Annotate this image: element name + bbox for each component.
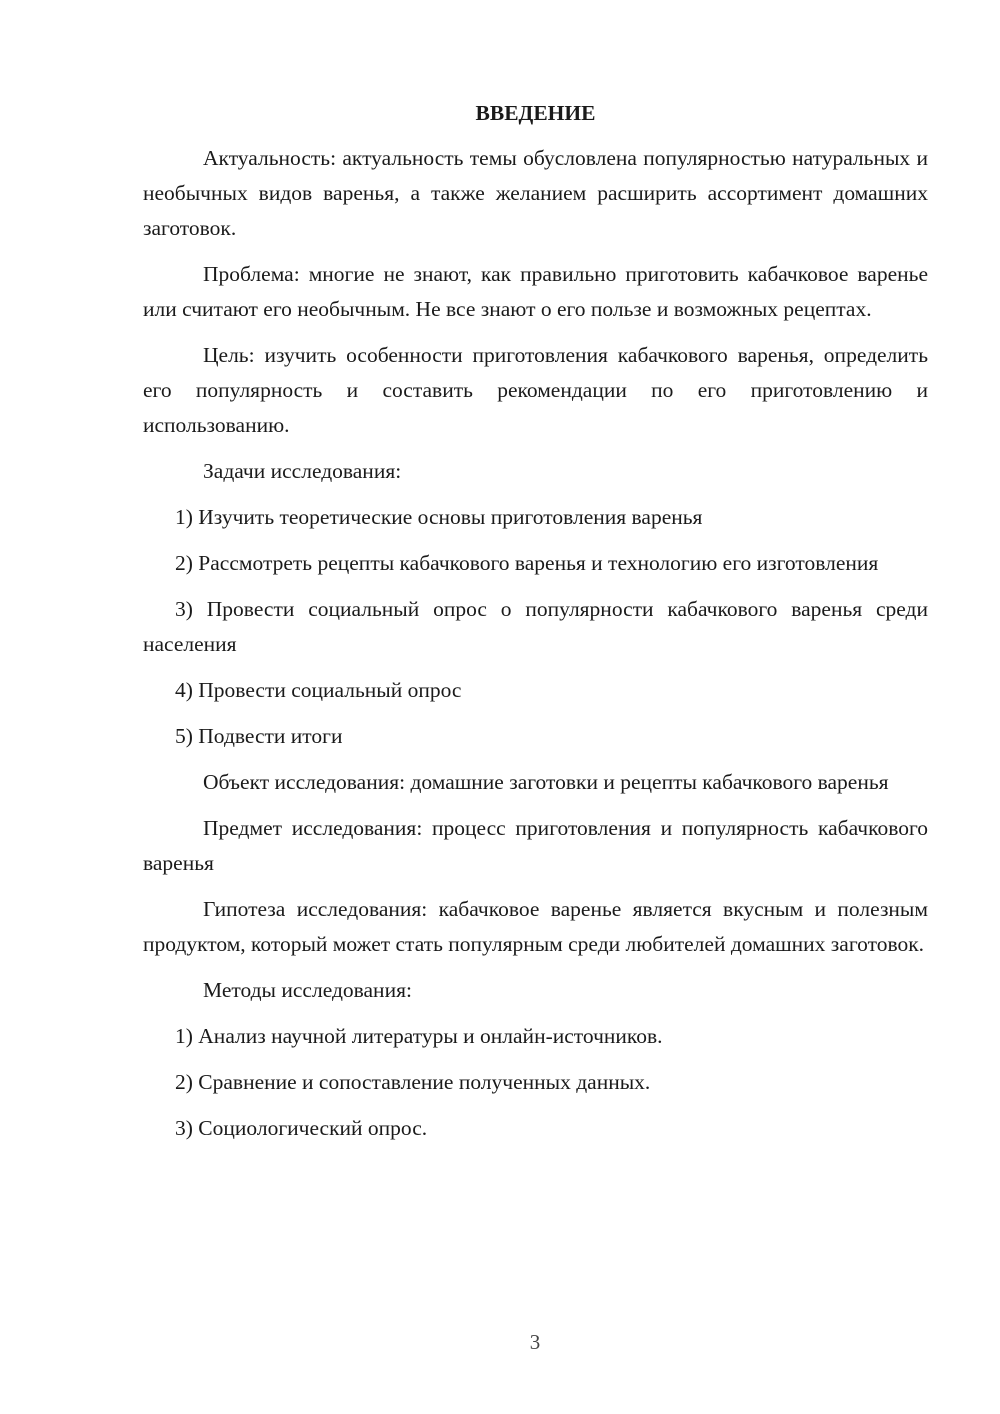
goal-paragraph: Цель: изучить особенности приготовления кабачкового варенья, определить его популярность и составить рекомендации по его приготовлению и использованию. — [143, 343, 928, 437]
page-number: 3 — [529, 1330, 541, 1354]
subject-paragraph: Предмет исследования: процесс приготовления и популярность кабачкового варенья — [143, 816, 928, 875]
relevance-paragraph: Актуальность: актуальность темы обусловлена популярностью натуральных и необычных видов варенья, а также желанием расширить ассортимент домашних заготовок. — [143, 146, 928, 240]
hypothesis-paragraph: Гипотеза исследования: кабачковое варенье является вкусным и полезным продуктом, который может стать популярным среди любителей домашних заготовок. — [143, 897, 928, 956]
method-item: 1) Анализ научной литературы и онлайн-источников. — [175, 1024, 663, 1048]
task-item: 3) Провести социальный опрос о популярности кабачкового варенья среди населения — [143, 597, 928, 656]
page-title: ВВЕДЕНИЕ — [475, 101, 596, 125]
task-item: 1) Изучить теоретические основы приготовления варенья — [175, 505, 703, 529]
method-item: 2) Сравнение и сопоставление полученных данных. — [175, 1070, 651, 1094]
task-item: 4) Провести социальный опрос — [175, 678, 462, 702]
method-item: 3) Социологический опрос. — [175, 1116, 428, 1140]
tasks-heading: Задачи исследования: — [203, 459, 402, 483]
document-page — [143, 96, 928, 1157]
object-paragraph: Объект исследования: домашние заготовки и рецепты кабачкового варенья — [203, 770, 889, 794]
problem-paragraph: Проблема: многие не знают, как правильно приготовить кабачковое варенье или считают его необычным. Не все знают о его пользе и возможных рецептах. — [143, 262, 928, 321]
methods-heading: Методы исследования: — [203, 978, 412, 1002]
task-item: 2) Рассмотреть рецепты кабачкового варенья и технологию его изготовления — [175, 551, 879, 575]
task-item: 5) Подвести итоги — [175, 724, 343, 748]
